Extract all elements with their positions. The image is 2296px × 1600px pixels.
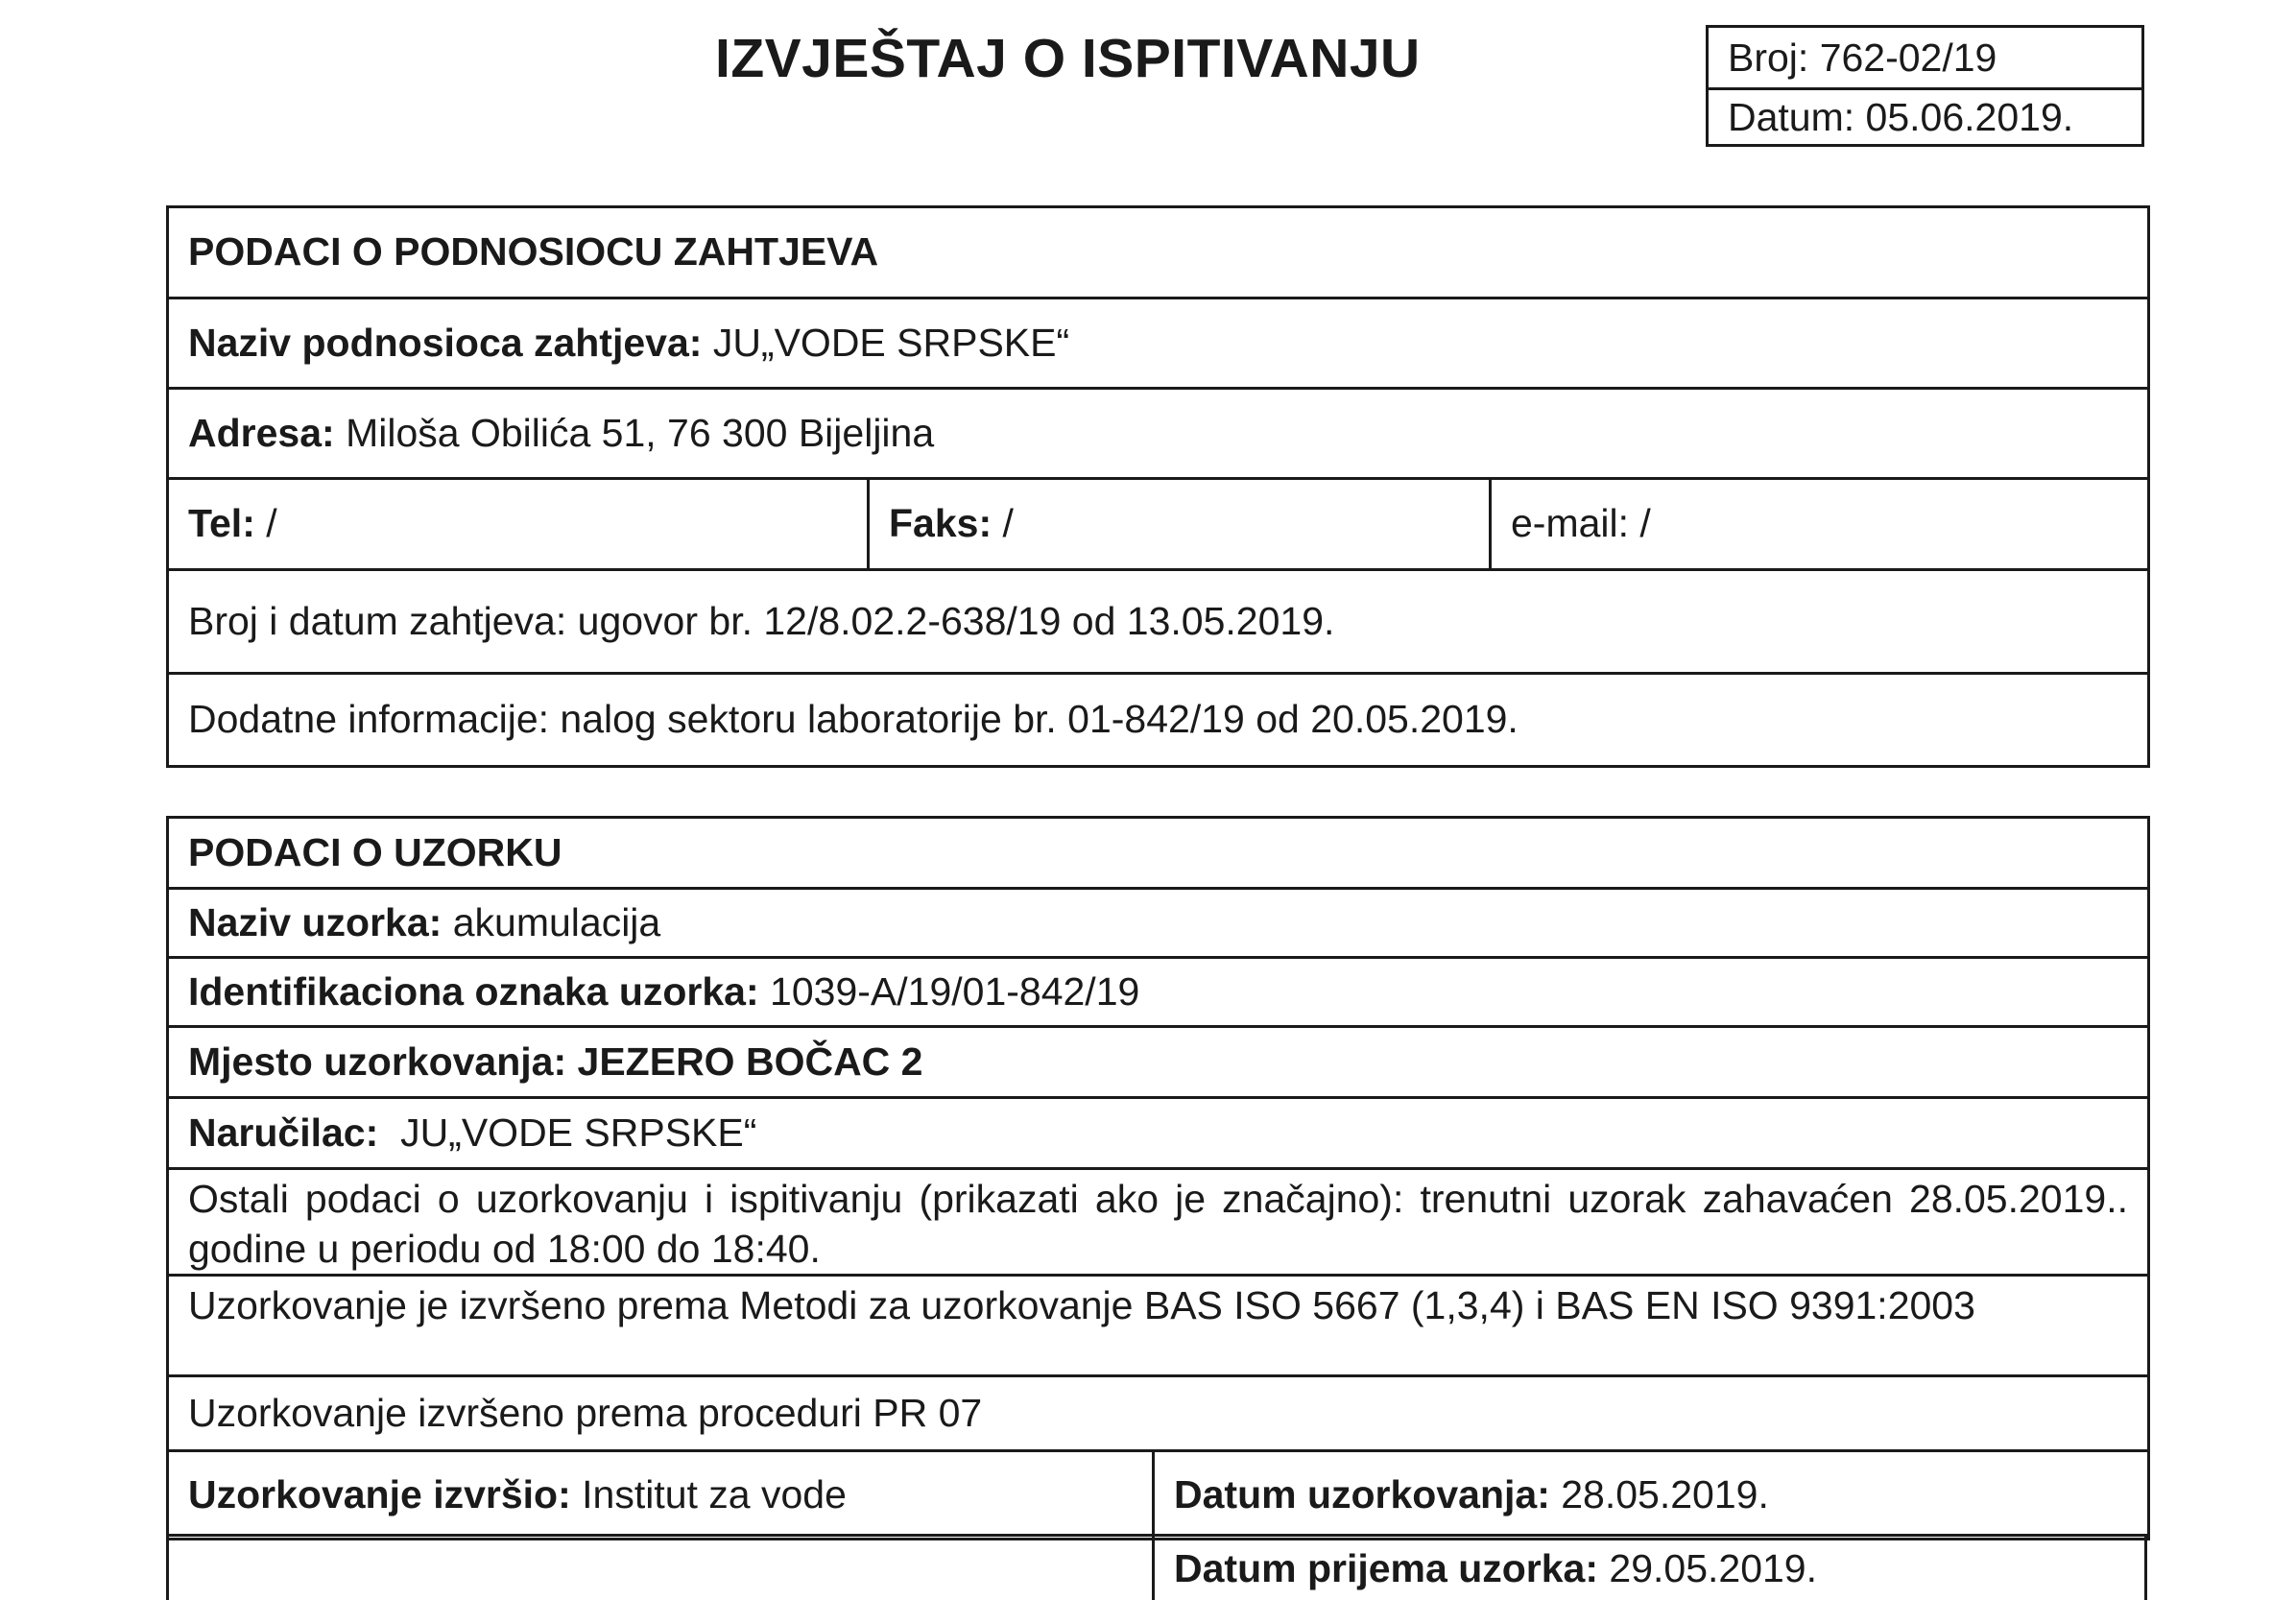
sample-data-table xyxy=(166,816,2150,1540)
applicant-section-title: PODACI O PODNOSIOCU ZAHTJEVA xyxy=(168,207,2149,299)
additional-info: Dodatne informacije: nalog sektoru laboratorije br. 01-842/19 od 20.05.2019. xyxy=(188,697,1519,742)
report-number-box xyxy=(1706,25,2144,147)
request-number-date-row xyxy=(168,570,2149,674)
sampling-procedure-row xyxy=(168,1376,2149,1451)
fax-value: / xyxy=(1002,501,1014,546)
applicant-name-label: Naziv podnosioca zahtjeva: xyxy=(188,320,703,365)
sampling-location-value: JEZERO BOČAC 2 xyxy=(577,1039,923,1084)
applicant-name-value: JU„VODE SRPSKE“ xyxy=(712,320,1070,365)
report-date: Datum: 05.06.2019. xyxy=(1709,87,2141,144)
report-number: Broj: 762-02/19 xyxy=(1728,36,1997,80)
empty-cell xyxy=(169,1537,1155,1600)
email-cell xyxy=(1491,479,2149,570)
sample-id-row xyxy=(168,958,2149,1027)
sampling-method: Uzorkovanje je izvršeno prema Metodi za uzorkovanje BAS ISO 5667 (1,3,4) i BAS EN ISO 9391:2003 xyxy=(168,1276,2149,1376)
applicant-name-row xyxy=(168,299,2149,389)
sample-section-title: PODACI O UZORKU xyxy=(168,818,2149,889)
receipt-date-value: 29.05.2019. xyxy=(1609,1546,1817,1590)
sample-name-label: Naziv uzorka: xyxy=(188,899,442,944)
receipt-date-cell xyxy=(1155,1537,2144,1600)
sample-id-label: Identifikaciona oznaka uzorka: xyxy=(188,968,759,1014)
sampling-date-cell xyxy=(1154,1451,2149,1540)
receipt-date-label: Datum prijema uzorka: xyxy=(1174,1546,1598,1590)
request-number-date: Broj i datum zahtjeva: ugovor br. 12/8.02.2-638/19 od 13.05.2019. xyxy=(188,598,1335,643)
phone-label: Tel: xyxy=(188,501,255,546)
sampling-date-value: 28.05.2019. xyxy=(1561,1471,1769,1516)
report-title: IZVJEŠTAJ O ISPITIVANJU xyxy=(715,28,1421,89)
sampled-by-value: Institut za vode xyxy=(582,1471,847,1516)
sampled-by-cell xyxy=(168,1451,1154,1540)
sampled-by-label: Uzorkovanje izvršio: xyxy=(188,1471,571,1516)
sample-name-value: akumulacija xyxy=(452,899,661,944)
sample-id-value: 1039-A/19/01-842/19 xyxy=(770,968,1140,1014)
phone-cell xyxy=(168,479,869,570)
fax-cell xyxy=(869,479,1491,570)
additional-info-row xyxy=(168,674,2149,767)
sample-name-row xyxy=(168,889,2149,958)
client-value: JU„VODE SRPSKE“ xyxy=(400,1110,757,1155)
other-sampling-info: Ostali podaci o uzorkovanju i ispitivanju (prikazati ako je značajno): trenutni uzorak zahavaćen 28.05.2019.. godine u periodu od 18:00 do 18:40. xyxy=(168,1169,2149,1276)
fax-label: Faks: xyxy=(889,501,993,546)
address-value: Miloša Obilića 51, 76 300 Bijeljina xyxy=(346,410,935,455)
sampling-location-label: Mjesto uzorkovanja: xyxy=(188,1039,567,1084)
sampling-procedure: Uzorkovanje izvršeno prema proceduri PR 07 xyxy=(188,1390,983,1435)
applicant-data-table xyxy=(166,205,2150,768)
address-label: Adresa: xyxy=(188,410,335,455)
email-text: e-mail: / xyxy=(1511,501,1651,546)
phone-value: / xyxy=(266,501,277,546)
client-label: Naručilac: xyxy=(188,1110,379,1155)
sampling-date-label: Datum uzorkovanja: xyxy=(1174,1471,1550,1516)
receipt-date-row xyxy=(166,1534,2147,1600)
applicant-address-row xyxy=(168,389,2149,479)
sampling-location-row xyxy=(168,1027,2149,1098)
client-row xyxy=(168,1098,2149,1169)
